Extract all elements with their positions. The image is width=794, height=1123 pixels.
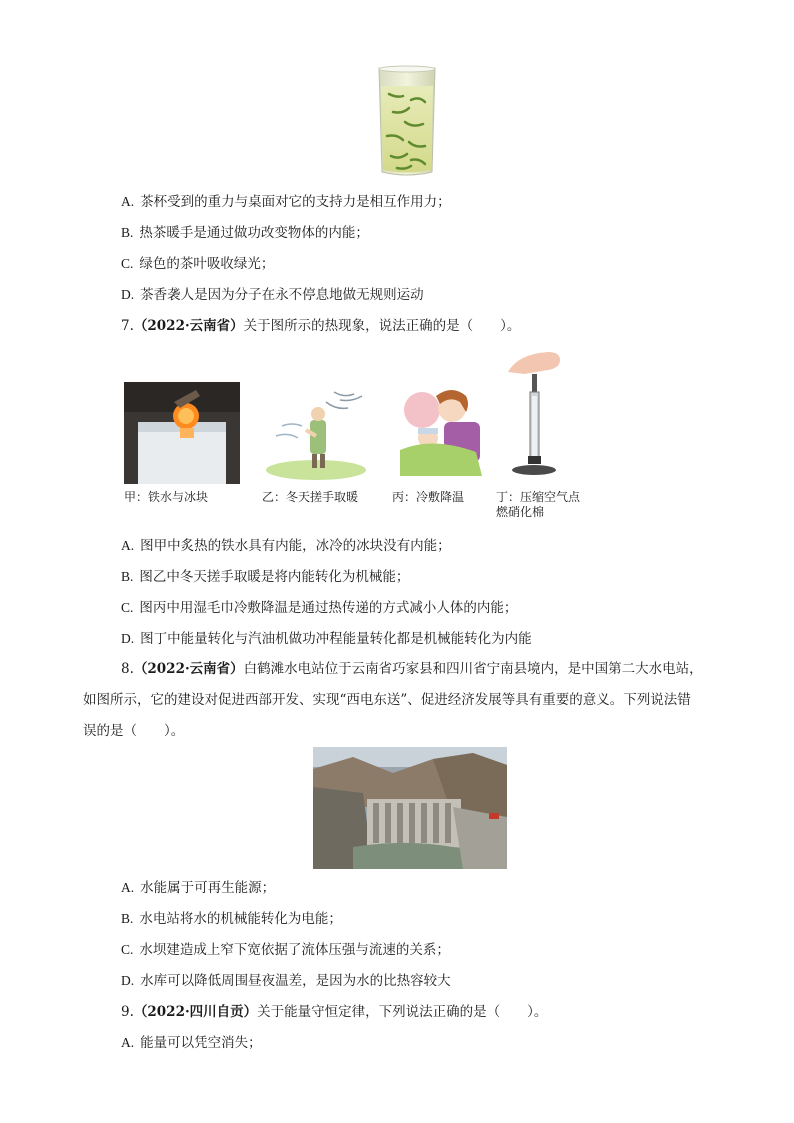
q9-stem: 9.（2022·四川自贡）关于能量守恒定律，下列说法正确的是（ ）。 xyxy=(121,1004,548,1020)
q7-option-c: C. 图丙中用湿毛巾冷敷降温是通过热传递的方式减小人体的内能； xyxy=(121,600,518,616)
q8-option-c: C. 水坝建造成上窄下宽依据了流体压强与流速的关系； xyxy=(121,942,450,958)
q6-option-b: B. 热茶暖手是通过做功改变物体的内能； xyxy=(121,225,369,241)
q7-option-a: A. 图甲中炙热的铁水具有内能，冰冷的冰块没有内能； xyxy=(121,538,451,554)
q6-option-c: C. 绿色的茶叶吸收绿光； xyxy=(121,256,275,272)
tea-glass-image xyxy=(375,64,439,180)
hydropower-dam-image xyxy=(313,747,507,869)
q7-stem: 7.（2022·云南省）关于图所示的热现象，说法正确的是（ ）。 xyxy=(121,318,521,334)
q8-option-b: B. 水电站将水的机械能转化为电能； xyxy=(121,911,342,927)
q7-option-b: B. 图乙中冬天搓手取暖是将内能转化为机械能； xyxy=(121,569,410,585)
q8-stem: 8.（2022·云南省）白鹤滩水电站位于云南省巧家县和四川省宁南县境内，是中国第二大水电站，如图所示，它的建设对促进西部开发、实现“西电东送”、促进经济发展等具有重要的意义。下列说法错误的是（ ）。 xyxy=(83,661,703,739)
q7-option-d: D. 图丁中能量转化与汽油机做功冲程能量转化都是机械能转化为内能 xyxy=(121,631,532,647)
rubbing-hands-image xyxy=(262,386,370,482)
q9-option-a: A. 能量可以凭空消失； xyxy=(121,1035,262,1051)
q6-option-a: A. 茶杯受到的重力与桌面对它的支持力是相互作用力； xyxy=(121,194,451,210)
q8-option-d: D. 水库可以降低周围昼夜温差，是因为水的比热容较大 xyxy=(121,973,451,989)
caption-ding-line1: 丁：压缩空气点 xyxy=(496,490,581,504)
q8-option-a: A. 水能属于可再生能源； xyxy=(121,880,276,896)
caption-ding-line2: 燃硝化棉 xyxy=(496,505,545,519)
cold-compress-image xyxy=(392,380,496,482)
caption-jia: 甲：铁水与冰块 xyxy=(124,490,209,504)
caption-bing: 丙：冷敷降温 xyxy=(392,490,465,504)
q6-option-d: D. 茶香袭人是因为分子在永不停息地做无规则运动 xyxy=(121,287,424,303)
caption-yi: 乙：冬天搓手取暖 xyxy=(262,490,359,504)
iron-and-ice-image xyxy=(124,382,240,484)
compressed-air-device-image xyxy=(504,348,564,478)
